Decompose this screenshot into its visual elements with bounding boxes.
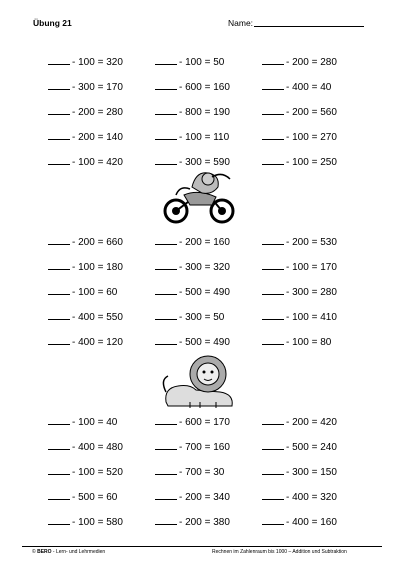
problem-expression: - 100 = 80 [286,337,332,348]
problem-expression: - 400 = 120 [72,337,123,348]
problem-expression: - 200 = 420 [286,417,337,428]
subtraction-problem [262,416,337,428]
publisher-brand: BERO [37,549,52,555]
subtraction-problem [48,311,123,323]
copyright-symbol: © [32,549,36,555]
answer-blank[interactable] [155,56,177,65]
subtraction-problem [262,56,337,68]
problem-expression: - 200 = 160 [179,237,230,248]
problem-expression: - 400 = 40 [286,82,332,93]
problem-expression: - 100 = 520 [72,467,123,478]
answer-blank[interactable] [48,286,70,295]
problem-expression: - 500 = 490 [179,337,230,348]
subtraction-problem [48,416,117,428]
subtraction-problem [262,131,337,143]
answer-blank[interactable] [155,336,177,345]
problem-expression: - 400 = 480 [72,442,123,453]
subtraction-problem [48,336,123,348]
problem-expression: - 600 = 160 [179,82,230,93]
problem-expression: - 200 = 380 [179,517,230,528]
subtraction-problem [48,261,123,273]
answer-blank[interactable] [262,416,284,425]
subtraction-problem [155,441,230,453]
problem-expression: - 300 = 150 [286,467,337,478]
answer-blank[interactable] [48,491,70,500]
answer-blank[interactable] [48,236,70,245]
problem-expression: - 200 = 530 [286,237,337,248]
answer-blank[interactable] [155,416,177,425]
problem-expression: - 100 = 320 [72,57,123,68]
answer-blank[interactable] [155,81,177,90]
page-title: Übung 21 [33,18,72,28]
subtraction-problem [155,416,230,428]
problem-expression: - 100 = 60 [72,287,118,298]
answer-blank[interactable] [155,491,177,500]
problem-expression: - 100 = 50 [179,57,225,68]
subtraction-problem [155,491,230,503]
name-label: Name: [228,18,254,28]
problem-expression: - 200 = 660 [72,237,123,248]
problem-expression: - 700 = 30 [179,467,225,478]
problem-expression: - 200 = 280 [286,57,337,68]
subtraction-problem [262,156,337,168]
subtraction-problem [155,261,230,273]
answer-blank[interactable] [48,516,70,525]
answer-blank[interactable] [262,286,284,295]
footer-description: Rechnen im Zahlenraum bis 1000 – Addition und Subtraktion [212,549,347,555]
answer-blank[interactable] [262,336,284,345]
name-field-line [254,26,364,27]
answer-blank[interactable] [48,156,70,165]
problem-expression: - 100 = 270 [286,132,337,143]
subtraction-problem [155,336,230,348]
answer-blank[interactable] [155,106,177,115]
subtraction-problem [262,311,337,323]
publisher-name: - Lern- und Lehrmedien [52,549,106,555]
problem-expression: - 800 = 190 [179,107,230,118]
subtraction-problem [155,106,230,118]
answer-blank[interactable] [48,81,70,90]
answer-blank[interactable] [155,156,177,165]
problem-expression: - 500 = 240 [286,442,337,453]
answer-blank[interactable] [262,311,284,320]
problem-expression: - 200 = 560 [286,107,337,118]
problem-expression: - 300 = 280 [286,287,337,298]
subtraction-problem [262,106,337,118]
problem-expression: - 100 = 250 [286,157,337,168]
problem-expression: - 300 = 320 [179,262,230,273]
subtraction-problem [262,261,337,273]
problem-expression: - 400 = 320 [286,492,337,503]
answer-blank[interactable] [262,81,284,90]
answer-blank[interactable] [262,236,284,245]
answer-blank[interactable] [48,336,70,345]
footer-publisher [32,549,105,555]
answer-blank[interactable] [48,466,70,475]
subtraction-problem [155,311,224,323]
answer-blank[interactable] [155,286,177,295]
subtraction-problem [48,491,117,503]
answer-blank[interactable] [48,441,70,450]
answer-blank[interactable] [155,236,177,245]
answer-blank[interactable] [48,416,70,425]
answer-blank[interactable] [48,56,70,65]
subtraction-problem [262,336,331,348]
answer-blank[interactable] [155,516,177,525]
problem-expression: - 500 = 60 [72,492,118,503]
problem-expression: - 500 = 490 [179,287,230,298]
problem-expression: - 100 = 170 [286,262,337,273]
answer-blank[interactable] [262,466,284,475]
answer-blank[interactable] [155,261,177,270]
subtraction-problem [262,516,337,528]
subtraction-problem [262,236,337,248]
answer-blank[interactable] [262,156,284,165]
answer-blank[interactable] [262,56,284,65]
problem-expression: - 400 = 160 [286,517,337,528]
answer-blank[interactable] [48,131,70,140]
lion-illustration [160,352,240,410]
subtraction-problem [262,286,337,298]
answer-blank[interactable] [262,441,284,450]
answer-blank[interactable] [262,491,284,500]
problem-expression: - 600 = 170 [179,417,230,428]
subtraction-problem [262,491,337,503]
subtraction-problem [155,56,224,68]
problem-expression: - 300 = 590 [179,157,230,168]
answer-blank[interactable] [48,311,70,320]
motorbike-figure-illustration [162,165,238,225]
answer-blank[interactable] [155,131,177,140]
subtraction-problem [262,81,331,93]
problem-expression: - 100 = 410 [286,312,337,323]
problem-expression: - 300 = 50 [179,312,225,323]
subtraction-problem [155,81,230,93]
problem-expression: - 100 = 580 [72,517,123,528]
subtraction-problem [155,516,230,528]
subtraction-problem [262,441,337,453]
problem-expression: - 400 = 550 [72,312,123,323]
problem-expression: - 100 = 420 [72,157,123,168]
problem-expression: - 100 = 180 [72,262,123,273]
answer-blank[interactable] [262,261,284,270]
answer-blank[interactable] [48,261,70,270]
subtraction-problem [48,286,117,298]
footer-divider [22,546,382,547]
subtraction-problem [48,81,123,93]
problem-expression: - 100 = 40 [72,417,118,428]
problem-expression: - 200 = 140 [72,132,123,143]
subtraction-problem [155,236,230,248]
subtraction-problem [48,56,123,68]
answer-blank[interactable] [262,106,284,115]
subtraction-problem [48,441,123,453]
subtraction-problem [48,131,123,143]
answer-blank[interactable] [155,441,177,450]
subtraction-problem [48,236,123,248]
subtraction-problem [48,516,123,528]
subtraction-problem [48,106,123,118]
answer-blank[interactable] [48,106,70,115]
subtraction-problem [48,156,123,168]
subtraction-problem [155,286,230,298]
subtraction-problem [155,466,224,478]
subtraction-problem [155,131,229,143]
problem-expression: - 300 = 170 [72,82,123,93]
problem-expression: - 200 = 340 [179,492,230,503]
answer-blank[interactable] [155,466,177,475]
problem-expression: - 700 = 160 [179,442,230,453]
subtraction-problem [48,466,123,478]
subtraction-problem [262,466,337,478]
answer-blank[interactable] [262,131,284,140]
answer-blank[interactable] [155,311,177,320]
problem-expression: - 100 = 110 [179,132,230,143]
answer-blank[interactable] [262,516,284,525]
problem-expression: - 200 = 280 [72,107,123,118]
